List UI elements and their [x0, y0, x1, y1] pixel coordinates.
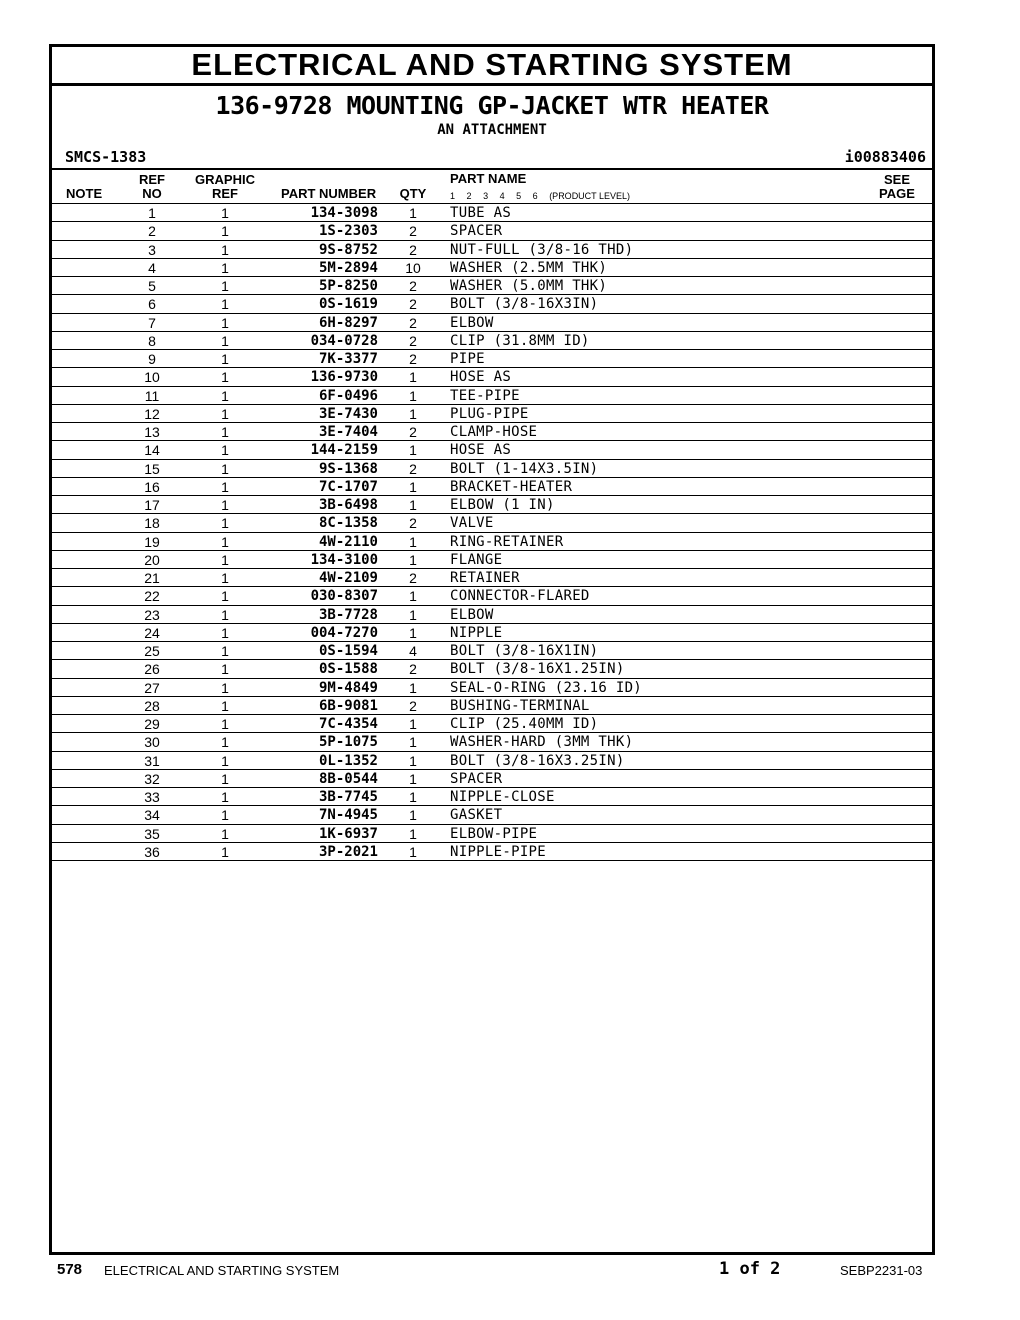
qty-cell: 1: [409, 588, 417, 605]
graphic-ref-cell: 1: [221, 679, 229, 696]
ref-no-cell: 31: [144, 752, 160, 769]
ref-no-cell: 11: [144, 387, 160, 404]
part-number-cell: 5M-2894: [318, 259, 378, 276]
part-number-cell: 6B-9081: [318, 697, 378, 714]
part-name-cell: TUBE AS: [450, 205, 512, 221]
graphic-ref-cell: 1: [221, 752, 229, 769]
product-level: 3: [483, 191, 489, 201]
part-name-cell: PLUG-PIPE: [450, 405, 529, 422]
part-number-cell: 034-0728: [310, 332, 378, 349]
qty-cell: 1: [409, 770, 417, 787]
graphic-ref-cell: 1: [221, 387, 229, 404]
graphic-ref-cell: 1: [221, 533, 229, 550]
ref-no-cell: 13: [144, 424, 160, 440]
graphic-ref-cell: 1: [221, 825, 229, 842]
graphic-ref-cell: 1: [221, 259, 229, 276]
table-header: [52, 168, 932, 204]
table-row: [52, 697, 932, 715]
table-row: [52, 387, 932, 405]
col-graphic-ref-line2: REF: [212, 186, 238, 201]
qty-cell: 1: [409, 205, 417, 221]
part-number-cell: 7C-1707: [318, 478, 378, 495]
part-name-cell: ELBOW: [450, 314, 494, 331]
table-row: [52, 642, 932, 660]
graphic-ref-cell: 1: [221, 314, 229, 331]
part-name-cell: BOLT (3/8-16X3.25IN): [450, 752, 625, 769]
group-subtitle: AN ATTACHMENT: [437, 122, 547, 138]
product-level: 2: [466, 191, 472, 201]
table-row: [52, 332, 932, 350]
part-number-cell: 0S-1619: [318, 296, 378, 313]
ref-no-cell: 2: [148, 223, 156, 240]
table-row: [52, 624, 932, 642]
ref-no-cell: 25: [144, 643, 160, 659]
part-number-cell: 7C-4354: [318, 716, 378, 732]
qty-cell: 2: [409, 460, 417, 477]
part-number-cell: 136-9730: [310, 369, 378, 386]
ref-no-cell: 28: [144, 697, 160, 714]
ref-no-cell: 12: [144, 405, 160, 422]
part-name-cell: BOLT (3/8-16X3IN): [450, 296, 599, 313]
table-row: [52, 277, 932, 295]
table-row: [52, 259, 932, 277]
qty-cell: 2: [409, 424, 417, 440]
qty-cell: 2: [409, 697, 417, 714]
table-row: [52, 222, 932, 240]
table-row: [52, 295, 932, 313]
graphic-ref-cell: 1: [221, 570, 229, 586]
graphic-ref-cell: 1: [221, 205, 229, 221]
part-number-cell: 5P-8250: [318, 278, 378, 294]
part-name-cell: ELBOW (1 IN): [450, 497, 555, 513]
ref-no-cell: 4: [148, 259, 156, 276]
graphic-ref-cell: 1: [221, 424, 229, 440]
graphic-ref-cell: 1: [221, 716, 229, 732]
part-name-cell: PIPE: [450, 351, 485, 367]
part-number-cell: 3B-7728: [318, 606, 378, 623]
graphic-ref-cell: 1: [221, 624, 229, 641]
table-row: [52, 551, 932, 569]
table-row: [52, 679, 932, 697]
product-levels: [450, 190, 639, 202]
ref-no-cell: 14: [144, 442, 160, 459]
table-row: [52, 533, 932, 551]
part-name-cell: RETAINER: [450, 570, 520, 586]
part-number-cell: 4W-2109: [318, 570, 378, 586]
smcs-code: SMCS-1383: [65, 148, 147, 166]
col-qty: QTY: [399, 186, 427, 201]
part-name-cell: ELBOW-PIPE: [450, 825, 538, 842]
graphic-ref-cell: 1: [221, 807, 229, 824]
parts-page-frame: [49, 44, 935, 1255]
ref-no-cell: 8: [148, 332, 156, 349]
table-row: [52, 569, 932, 587]
table-row: [52, 368, 932, 386]
part-number-cell: 1K-6937: [318, 825, 378, 842]
part-name-cell: NIPPLE-PIPE: [450, 843, 547, 860]
part-number-cell: 3P-2021: [318, 843, 378, 860]
part-name-cell: ELBOW: [450, 606, 494, 623]
col-part-name: PART NAME: [450, 171, 527, 186]
part-number-cell: 7N-4945: [318, 807, 378, 824]
product-level: 4: [499, 191, 505, 201]
table-row: [52, 733, 932, 751]
part-number-cell: 8C-1358: [318, 515, 378, 532]
ref-no-cell: 6: [148, 296, 156, 313]
table-row: [52, 204, 932, 222]
part-name-cell: BRACKET-HEATER: [450, 478, 573, 495]
part-name-cell: FLANGE: [450, 551, 503, 568]
part-name-cell: TEE-PIPE: [450, 387, 520, 404]
col-ref-no-line1: REF: [139, 172, 165, 187]
qty-cell: 1: [409, 478, 417, 495]
page-number: 578: [57, 1261, 83, 1278]
table-row: [52, 825, 932, 843]
product-level: 6: [532, 191, 538, 201]
qty-cell: 1: [409, 387, 417, 404]
part-name-cell: NUT-FULL (3/8-16 THD): [450, 241, 634, 258]
part-number-cell: 004-7270: [310, 624, 378, 641]
qty-cell: 1: [409, 606, 417, 623]
graphic-ref-cell: 1: [221, 551, 229, 568]
part-name-cell: WASHER (5.0MM THK): [450, 278, 608, 294]
col-see-page-line2: PAGE: [879, 186, 915, 201]
qty-cell: 2: [409, 278, 417, 294]
table-row: [52, 788, 932, 806]
part-name-cell: CLIP (31.8MM ID): [450, 332, 590, 349]
table-row: [52, 660, 932, 678]
col-graphic-ref-line1: GRAPHIC: [195, 172, 255, 187]
ref-no-cell: 34: [144, 807, 160, 824]
part-number-cell: 9S-1368: [318, 460, 378, 477]
table-row: [52, 314, 932, 332]
part-name-cell: BOLT (3/8-16X1.25IN): [450, 661, 625, 678]
ref-no-cell: 20: [144, 551, 160, 568]
system-title: ELECTRICAL AND STARTING SYSTEM: [52, 47, 932, 86]
part-name-cell: BOLT (1-14X3.5IN): [450, 460, 599, 477]
document-id: SEBP2231-03: [840, 1263, 923, 1278]
ref-no-cell: 26: [144, 661, 160, 678]
product-level: 1: [450, 191, 456, 201]
graphic-ref-cell: 1: [221, 442, 229, 459]
qty-cell: 1: [409, 789, 417, 805]
table-row: [52, 843, 932, 861]
graphic-ref-cell: 1: [221, 405, 229, 422]
graphic-ref-cell: 1: [221, 697, 229, 714]
graphic-ref-cell: 1: [221, 278, 229, 294]
parts-table-body: [52, 204, 932, 861]
qty-cell: 1: [409, 807, 417, 824]
part-number-cell: 9S-8752: [318, 241, 378, 258]
table-row: [52, 241, 932, 259]
ref-no-cell: 29: [144, 716, 160, 732]
ref-no-cell: 22: [144, 588, 160, 605]
qty-cell: 2: [409, 241, 417, 258]
graphic-ref-cell: 1: [221, 296, 229, 313]
col-part-number: PART NUMBER: [281, 186, 377, 201]
part-number-cell: 3B-7745: [318, 789, 378, 805]
graphic-ref-cell: 1: [221, 770, 229, 787]
qty-cell: 2: [409, 314, 417, 331]
ref-no-cell: 30: [144, 734, 160, 751]
part-name-cell: WASHER-HARD (3MM THK): [450, 734, 634, 751]
graphic-ref-cell: 1: [221, 497, 229, 513]
ref-no-cell: 5: [148, 278, 156, 294]
table-row: [52, 587, 932, 605]
graphic-ref-cell: 1: [221, 734, 229, 751]
part-name-cell: NIPPLE-CLOSE: [450, 789, 555, 805]
part-number-cell: 0S-1588: [318, 661, 378, 678]
col-see-page-line1: SEE: [883, 172, 910, 187]
part-name-cell: VALVE: [450, 515, 494, 532]
qty-cell: 2: [409, 296, 417, 313]
graphic-ref-cell: 1: [221, 515, 229, 532]
sheet-indicator: 1 of 2: [719, 1259, 781, 1279]
ref-no-cell: 27: [144, 679, 160, 696]
qty-cell: 1: [409, 405, 417, 422]
qty-cell: 1: [409, 442, 417, 459]
part-number-cell: 3B-6498: [318, 497, 378, 513]
part-name-cell: GASKET: [450, 807, 503, 824]
graphic-ref-cell: 1: [221, 606, 229, 623]
table-row: [52, 478, 932, 496]
footer-section: ELECTRICAL AND STARTING SYSTEM: [104, 1263, 340, 1278]
qty-cell: 1: [409, 734, 417, 751]
ref-no-cell: 24: [144, 624, 160, 641]
ref-no-cell: 36: [144, 843, 160, 860]
table-row: [52, 350, 932, 368]
part-number-cell: 3E-7404: [318, 424, 378, 440]
table-row: [52, 514, 932, 532]
qty-cell: 2: [409, 332, 417, 349]
part-number-cell: 8B-0544: [318, 770, 378, 787]
qty-cell: 10: [405, 259, 421, 276]
part-name-cell: NIPPLE: [450, 624, 503, 641]
ref-no-cell: 32: [144, 770, 160, 787]
ref-no-cell: 33: [144, 789, 160, 805]
part-number-cell: 6H-8297: [318, 314, 378, 331]
product-level: 5: [516, 191, 522, 201]
ref-no-cell: 23: [144, 606, 160, 623]
part-name-cell: SPACER: [450, 770, 503, 787]
part-number-cell: 134-3100: [310, 551, 378, 568]
qty-cell: 2: [409, 223, 417, 240]
qty-cell: 1: [409, 825, 417, 842]
ref-no-cell: 21: [144, 570, 160, 586]
table-row: [52, 496, 932, 514]
graphic-ref-cell: 1: [221, 789, 229, 805]
graphic-ref-cell: 1: [221, 843, 229, 860]
part-number-cell: 3E-7430: [318, 405, 378, 422]
part-number-cell: 134-3098: [310, 205, 378, 221]
qty-cell: 1: [409, 752, 417, 769]
part-name-cell: CONNECTOR-FLARED: [450, 588, 590, 605]
graphic-ref-cell: 1: [221, 478, 229, 495]
part-number-cell: 6F-0496: [318, 387, 378, 404]
ref-no-cell: 35: [144, 825, 160, 842]
ref-no-cell: 7: [148, 314, 156, 331]
table-row: [52, 806, 932, 824]
ref-no-cell: 9: [148, 351, 156, 367]
graphic-ref-cell: 1: [221, 661, 229, 678]
qty-cell: 1: [409, 533, 417, 550]
qty-cell: 1: [409, 497, 417, 513]
graphic-ref-cell: 1: [221, 369, 229, 386]
col-ref-no-line2: NO: [142, 186, 162, 201]
illustration-id: i00883406: [844, 148, 926, 166]
graphic-ref-cell: 1: [221, 460, 229, 477]
qty-cell: 1: [409, 624, 417, 641]
part-name-cell: BUSHING-TERMINAL: [450, 697, 590, 714]
qty-cell: 2: [409, 661, 417, 678]
qty-cell: 1: [409, 679, 417, 696]
ref-no-cell: 17: [144, 497, 160, 513]
graphic-ref-cell: 1: [221, 223, 229, 240]
table-row: [52, 752, 932, 770]
part-name-cell: CLAMP-HOSE: [450, 424, 538, 440]
graphic-ref-cell: 1: [221, 643, 229, 659]
qty-cell: 2: [409, 515, 417, 532]
part-number-cell: 5P-1075: [318, 734, 378, 751]
group-title: 136-9728 MOUNTING GP-JACKET WTR HEATER: [215, 91, 769, 120]
ref-no-cell: 3: [148, 241, 156, 258]
part-name-cell: RING-RETAINER: [450, 533, 564, 550]
part-name-cell: CLIP (25.40MM ID): [450, 716, 599, 732]
part-number-cell: 0S-1594: [318, 643, 378, 659]
product-level-label: (PRODUCT LEVEL): [549, 191, 631, 201]
table-row: [52, 715, 932, 733]
part-number-cell: 1S-2303: [318, 223, 378, 240]
part-number-cell: 030-8307: [310, 588, 378, 605]
graphic-ref-cell: 1: [221, 588, 229, 605]
part-number-cell: 7K-3377: [318, 351, 378, 367]
table-row: [52, 441, 932, 459]
ref-no-cell: 10: [144, 369, 160, 386]
page-footer: [0, 1258, 1020, 1282]
graphic-ref-cell: 1: [221, 332, 229, 349]
part-number-cell: 9M-4849: [318, 679, 378, 696]
table-row: [52, 423, 932, 441]
qty-cell: 1: [409, 716, 417, 732]
table-row: [52, 770, 932, 788]
qty-cell: 1: [409, 843, 417, 860]
ref-no-cell: 19: [144, 533, 160, 550]
part-name-cell: HOSE AS: [450, 369, 512, 386]
part-name-cell: BOLT (3/8-16X1IN): [450, 643, 599, 659]
part-number-cell: 0L-1352: [318, 752, 378, 769]
graphic-ref-cell: 1: [221, 351, 229, 367]
table-row: [52, 606, 932, 624]
ref-no-cell: 18: [144, 515, 160, 532]
part-name-cell: SEAL-O-RING (23.16 ID): [450, 679, 643, 696]
col-note: NOTE: [66, 186, 103, 201]
table-row: [52, 460, 932, 478]
part-number-cell: 4W-2110: [318, 533, 378, 550]
qty-cell: 4: [409, 643, 417, 659]
ref-no-cell: 15: [144, 460, 160, 477]
ref-no-cell: 16: [144, 478, 160, 495]
ref-no-cell: 1: [148, 205, 156, 221]
part-name-cell: WASHER (2.5MM THK): [450, 259, 608, 276]
qty-cell: 2: [409, 351, 417, 367]
table-row: [52, 405, 932, 423]
part-number-cell: 144-2159: [310, 442, 378, 459]
qty-cell: 1: [409, 551, 417, 568]
part-name-cell: SPACER: [450, 223, 503, 240]
part-name-cell: HOSE AS: [450, 442, 512, 459]
graphic-ref-cell: 1: [221, 241, 229, 258]
qty-cell: 2: [409, 570, 417, 586]
qty-cell: 1: [409, 369, 417, 386]
